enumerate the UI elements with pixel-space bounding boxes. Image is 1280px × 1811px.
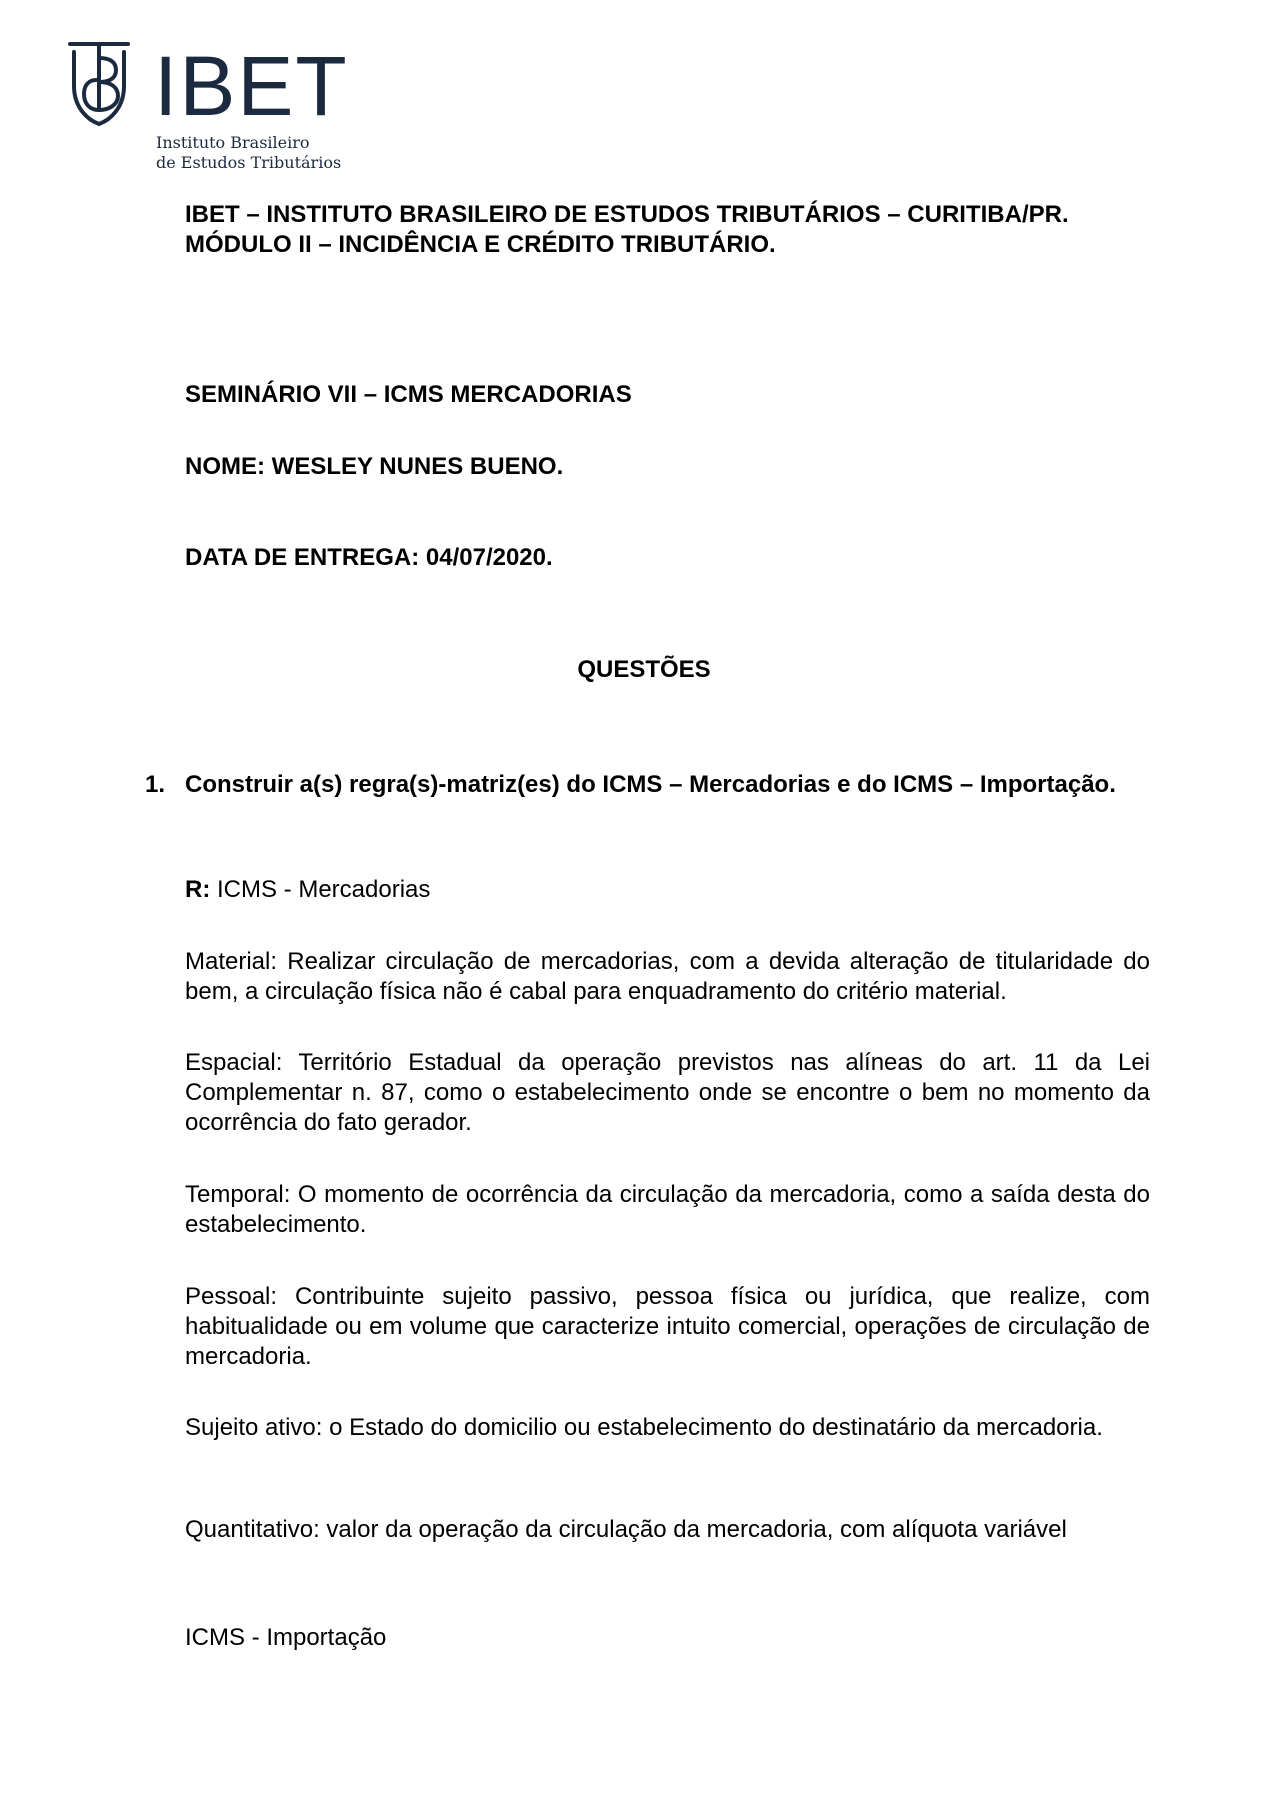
criterion-espacial: Espacial: Território Estadual da operação previstos nas alíneas do art. 11 da Lei Complementar n. 87, como o estabelecimento onde se encontre o bem no momento da ocorrência do fato gerador. [185, 1049, 1150, 1136]
criterion-temporal: Temporal: O momento de ocorrência da circulação da mercadoria, como a saída desta do estabelecimento. [185, 1181, 1150, 1238]
logo-wordmark: IBET [154, 39, 349, 133]
criterion-quantitativo: Quantitativo: valor da operação da circulação da mercadoria, com alíquota variável [185, 1516, 1067, 1543]
logo-tagline-line2: de Estudos Tributários [156, 153, 342, 172]
icms-importacao-heading: ICMS - Importação [185, 1624, 387, 1651]
question-text: Construir a(s) regra(s)-matriz(es) do ICMS – Mercadorias e do ICMS – Importação. [185, 771, 1116, 798]
delivery-date: DATA DE ENTREGA: 04/07/2020. [185, 544, 553, 571]
logo-tagline-line1: Instituto Brasileiro [156, 133, 310, 152]
criterion-material: Material: Realizar circulação de mercadorias, com a devida alteração de titularidade do bem, a circulação física não é cabal para enquadramento do critério material. [185, 948, 1150, 1005]
seminar-title: SEMINÁRIO VII – ICMS MERCADORIAS [185, 381, 632, 408]
criterion-pessoal: Pessoal: Contribuinte sujeito passivo, pessoa física ou jurídica, que realize, com habitualidade ou em volume que caracterize intuito comercial, operações de circulação de mercadoria. [185, 1283, 1150, 1370]
logo-tagline [156, 133, 341, 173]
section-heading: QUESTÕES [577, 656, 711, 683]
ibet-logo [68, 40, 358, 180]
answer-title: ICMS - Mercadorias [210, 876, 431, 903]
answer-heading [185, 875, 1150, 905]
student-name: NOME: WESLEY NUNES BUENO. [185, 453, 564, 480]
question-number: 1. [145, 771, 166, 798]
question-1 [145, 770, 1150, 800]
ibet-shield-icon [68, 40, 130, 126]
criterion-sujeito-ativo: Sujeito ativo: o Estado do domicilio ou estabelecimento do destinatário da mercadoria. [185, 1414, 1103, 1441]
header-line-2: MÓDULO II – INCIDÊNCIA E CRÉDITO TRIBUTÁRIO. [185, 231, 776, 258]
answer-label: R: [185, 876, 211, 903]
header-line-1: IBET – INSTITUTO BRASILEIRO DE ESTUDOS TRIBUTÁRIOS – CURITIBA/PR. [185, 201, 1069, 228]
document-header [185, 200, 1150, 260]
